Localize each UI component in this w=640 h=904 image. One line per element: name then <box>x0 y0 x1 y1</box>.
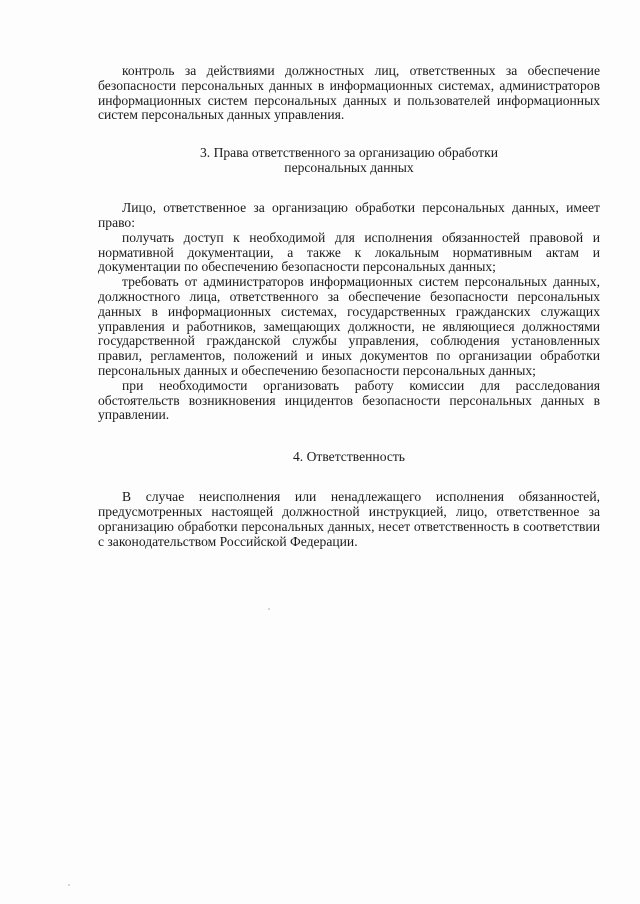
section-3-title-line-2: персональных данных <box>284 160 414 176</box>
section-3-heading <box>98 145 600 175</box>
section-4-heading: 4. Ответственность <box>292 449 406 465</box>
paragraph-control: контроль за действиями должностных лиц, ответственных за обеспечение безопасности персональных данных в информационных системах, администраторов информационных систем персональных данных и пользователей информационных систем персональных данных управления. <box>98 63 600 123</box>
scan-speck <box>268 608 270 610</box>
document-body <box>98 64 600 549</box>
section-3-title-line-1: 3. Права ответственного за организацию обработки <box>199 145 499 161</box>
section-3-item-access: получать доступ к необходимой для исполнения обязанностей правовой и нормативной документации, а также к локальным нормативным актам и документации по обеспечению безопасности персональных данных; <box>98 229 600 275</box>
section-4-text: В случае неисполнения или ненадлежащего исполнения обязанностей, предусмотренных настоящей должностной инструкцией, лицо, ответственное за организацию обработки персональных данных, несет ответственность в соответствии с законодательством Российской Федерации. <box>98 489 600 549</box>
section-3-intro: Лицо, ответственное за организацию обработки персональных данных, имеет право: <box>98 200 600 230</box>
section-3-item-commission: при необходимости организовать работу комиссии для расследования обстоятельств возникновения инцидентов безопасности персональных данных в управлении. <box>98 377 600 423</box>
section-3-item-demand: требовать от администраторов информационных систем персональных данных, должностного лица, ответственного за обеспечение безопасности персональных данных в информационных системах, государственных гражданских служащих управления и работников, замещающих должности, не являющиеся должностями государственной гражданской службы управления, соблюдения установленных правил, регламентов, положений и иных документов по организации обработки персональных данных и обеспечению безопасности персональных данных; <box>98 274 600 378</box>
scan-speck <box>68 884 70 886</box>
